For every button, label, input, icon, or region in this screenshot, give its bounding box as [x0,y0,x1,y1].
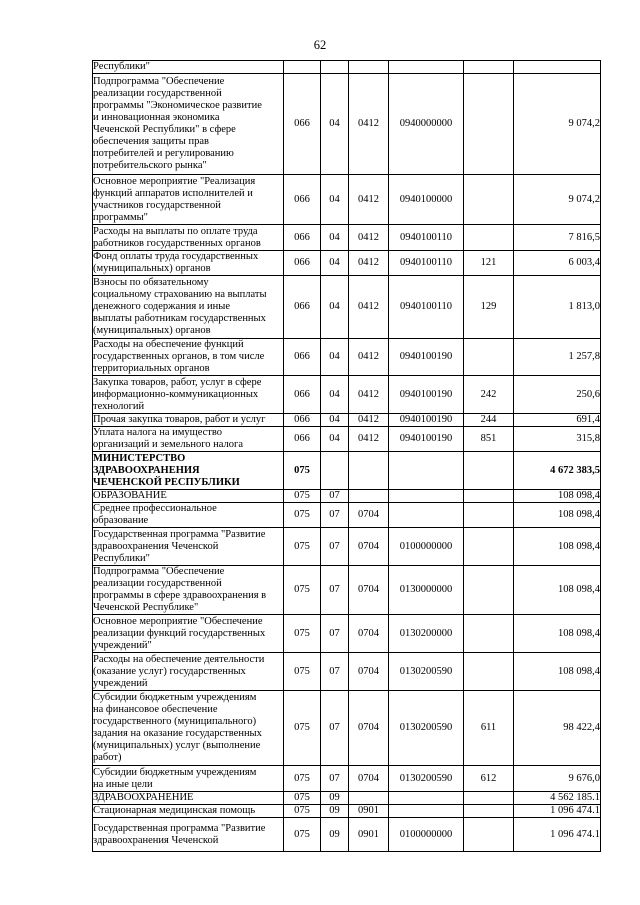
type-cell [464,528,514,566]
article-cell [389,503,464,528]
section-cell: 07 [321,528,349,566]
table-row [93,490,601,503]
amount-cell [514,61,601,74]
article-cell: 0940100110 [389,225,464,251]
article-cell: 0940000000 [389,74,464,175]
code-cell: 075 [284,452,321,490]
type-cell: 612 [464,766,514,792]
type-cell: 611 [464,691,514,766]
amount-cell: 1 813,0 [514,276,601,339]
type-cell: 129 [464,276,514,339]
row-name-cell: МИНИСТЕРСТВО ЗДРАВООХРАНЕНИЯ ЧЕЧЕНСКОЙ РЕСПУБЛИКИ [93,452,284,490]
type-cell [464,339,514,376]
row-name-cell: ОБРАЗОВАНИЕ [93,490,284,503]
table-row [93,503,601,528]
article-cell: 0940100000 [389,175,464,225]
row-name-cell: ЗДРАВООХРАНЕНИЕ [93,792,284,805]
type-cell [464,792,514,805]
type-cell [464,490,514,503]
type-cell [464,452,514,490]
amount-cell: 7 816,5 [514,225,601,251]
article-cell: 0130200000 [389,615,464,653]
row-name-cell: Государственная программа "Развитие здравоохранения Чеченской [93,818,284,852]
subsection-cell: 0901 [349,818,389,852]
subsection-cell: 0412 [349,376,389,414]
table-row [93,805,601,818]
section-cell: 07 [321,615,349,653]
type-cell: 851 [464,427,514,452]
type-cell [464,74,514,175]
amount-cell: 1 096 474.1 [514,818,601,852]
amount-cell: 1 096 474.1 [514,805,601,818]
subsection-cell: 0412 [349,225,389,251]
code-cell: 066 [284,225,321,251]
type-cell [464,503,514,528]
code-cell: 075 [284,691,321,766]
table-row [93,175,601,225]
row-name-cell: Расходы на обеспечение функций государственных органов, в том числе территориальных органов [93,339,284,376]
table-row [93,452,601,490]
article-cell [389,61,464,74]
article-cell: 0940100110 [389,251,464,276]
row-name-cell: Расходы на выплаты по оплате труда работников государственных органов [93,225,284,251]
code-cell: 066 [284,339,321,376]
code-cell: 075 [284,566,321,615]
table-row [93,251,601,276]
page-number: 62 [313,38,327,52]
section-cell: 04 [321,276,349,339]
article-cell [389,490,464,503]
amount-cell: 108 098,4 [514,503,601,528]
subsection-cell [349,792,389,805]
code-cell: 066 [284,175,321,225]
section-cell: 04 [321,339,349,376]
article-cell: 0940100190 [389,414,464,427]
amount-cell: 98 422,4 [514,691,601,766]
type-cell: 244 [464,414,514,427]
subsection-cell: 0704 [349,766,389,792]
amount-cell: 691,4 [514,414,601,427]
row-name-cell: Закупка товаров, работ, услуг в сфере информационно-коммуникационных технологий [93,376,284,414]
section-cell: 04 [321,74,349,175]
article-cell [389,792,464,805]
code-cell: 066 [284,376,321,414]
row-name-cell: Среднее профессиональное образование [93,503,284,528]
amount-cell: 315,8 [514,427,601,452]
amount-cell: 108 098,4 [514,615,601,653]
table-row [93,74,601,175]
amount-cell: 6 003,4 [514,251,601,276]
amount-cell: 9 074,2 [514,74,601,175]
row-name-cell: Подпрограмма "Обеспечение реализации государственной программы "Экономическое развитие и инновационная экономика Чеченской Республики" в сфере обеспечения защиты прав потребителей и регулированию потребительского рынка" [93,74,284,175]
row-name-cell: Уплата налога на имущество организаций и земельного налога [93,427,284,452]
subsection-cell [349,452,389,490]
section-cell: 07 [321,691,349,766]
code-cell: 066 [284,74,321,175]
article-cell [389,805,464,818]
article-cell: 0940100190 [389,427,464,452]
code-cell: 075 [284,792,321,805]
section-cell: 09 [321,805,349,818]
table-row [93,766,601,792]
code-cell: 075 [284,490,321,503]
subsection-cell: 0901 [349,805,389,818]
table-row [93,414,601,427]
section-cell: 04 [321,175,349,225]
subsection-cell: 0704 [349,528,389,566]
section-cell: 09 [321,792,349,805]
table-row [93,528,601,566]
amount-cell: 108 098,4 [514,566,601,615]
subsection-cell: 0412 [349,427,389,452]
subsection-cell: 0412 [349,339,389,376]
table-row [93,818,601,852]
article-cell: 0130200590 [389,766,464,792]
amount-cell: 108 098,4 [514,490,601,503]
table-row [93,427,601,452]
table-row [93,691,601,766]
row-name-cell: Взносы по обязательному социальному страхованию на выплаты денежного содержания и иные выплаты работникам государственных (муниципальных) органов [93,276,284,339]
section-cell: 07 [321,766,349,792]
table-row [93,566,601,615]
table-row [93,276,601,339]
code-cell [284,61,321,74]
subsection-cell: 0412 [349,74,389,175]
table-row [93,339,601,376]
type-cell [464,225,514,251]
code-cell: 075 [284,653,321,691]
row-name-cell: Прочая закупка товаров, работ и услуг [93,414,284,427]
article-cell: 0130200590 [389,691,464,766]
row-name-cell: Субсидии бюджетным учреждениям на иные цели [93,766,284,792]
table-row [93,653,601,691]
article-cell [389,452,464,490]
subsection-cell: 0704 [349,503,389,528]
table-row [93,615,601,653]
code-cell: 066 [284,251,321,276]
section-cell: 07 [321,653,349,691]
section-cell: 09 [321,818,349,852]
article-cell: 0130000000 [389,566,464,615]
section-cell: 07 [321,566,349,615]
section-cell: 04 [321,427,349,452]
article-cell: 0940100110 [389,276,464,339]
subsection-cell: 0704 [349,691,389,766]
subsection-cell: 0412 [349,251,389,276]
table-row [93,376,601,414]
section-cell: 04 [321,251,349,276]
section-cell: 04 [321,376,349,414]
row-name-cell: Государственная программа "Развитие здравоохранения Чеченской Республики" [93,528,284,566]
row-name-cell: Субсидии бюджетным учреждениям на финансовое обеспечение государственного (муниципального) задания на оказание государственных (муниципальных) услуг (выполнение работ) [93,691,284,766]
code-cell: 075 [284,615,321,653]
code-cell: 066 [284,427,321,452]
amount-cell: 4 562 185.1 [514,792,601,805]
code-cell: 075 [284,528,321,566]
budget-table [92,60,601,852]
row-name-cell: Расходы на обеспечение деятельности (оказание услуг) государственных учреждений [93,653,284,691]
row-name-cell: Стационарная медицинская помощь [93,805,284,818]
code-cell: 075 [284,818,321,852]
subsection-cell: 0704 [349,615,389,653]
section-cell [321,452,349,490]
type-cell [464,653,514,691]
amount-cell: 108 098,4 [514,528,601,566]
type-cell [464,615,514,653]
section-cell: 07 [321,490,349,503]
article-cell: 0100000000 [389,528,464,566]
amount-cell: 4 672 383,5 [514,452,601,490]
table-row [93,225,601,251]
amount-cell: 9 074,2 [514,175,601,225]
subsection-cell: 0412 [349,276,389,339]
article-cell: 0940100190 [389,376,464,414]
subsection-cell [349,490,389,503]
table-row [93,61,601,74]
code-cell: 075 [284,805,321,818]
type-cell [464,566,514,615]
section-cell: 07 [321,503,349,528]
type-cell: 242 [464,376,514,414]
section-cell: 04 [321,414,349,427]
code-cell: 066 [284,276,321,339]
amount-cell: 250,6 [514,376,601,414]
subsection-cell: 0704 [349,566,389,615]
subsection-cell: 0704 [349,653,389,691]
amount-cell: 9 676,0 [514,766,601,792]
article-cell: 0940100190 [389,339,464,376]
row-name-cell: Основное мероприятие "Реализация функций аппаратов исполнителей и участников государственной программы" [93,175,284,225]
section-cell [321,61,349,74]
type-cell [464,818,514,852]
amount-cell: 1 257,8 [514,339,601,376]
article-cell: 0130200590 [389,653,464,691]
row-name-cell: Основное мероприятие "Обеспечение реализации функций государственных учреждений" [93,615,284,653]
table-row [93,792,601,805]
subsection-cell: 0412 [349,175,389,225]
code-cell: 075 [284,766,321,792]
article-cell: 0100000000 [389,818,464,852]
subsection-cell [349,61,389,74]
type-cell: 121 [464,251,514,276]
code-cell: 066 [284,414,321,427]
code-cell: 075 [284,503,321,528]
amount-cell: 108 098,4 [514,653,601,691]
row-name-cell: Подпрограмма "Обеспечение реализации государственной программы в сфере здравоохранения в Чеченской Республике" [93,566,284,615]
row-name-cell: Фонд оплаты труда государственных (муниципальных) органов [93,251,284,276]
row-name-cell: Республики" [93,61,284,74]
type-cell [464,61,514,74]
subsection-cell: 0412 [349,414,389,427]
type-cell [464,805,514,818]
section-cell: 04 [321,225,349,251]
type-cell [464,175,514,225]
